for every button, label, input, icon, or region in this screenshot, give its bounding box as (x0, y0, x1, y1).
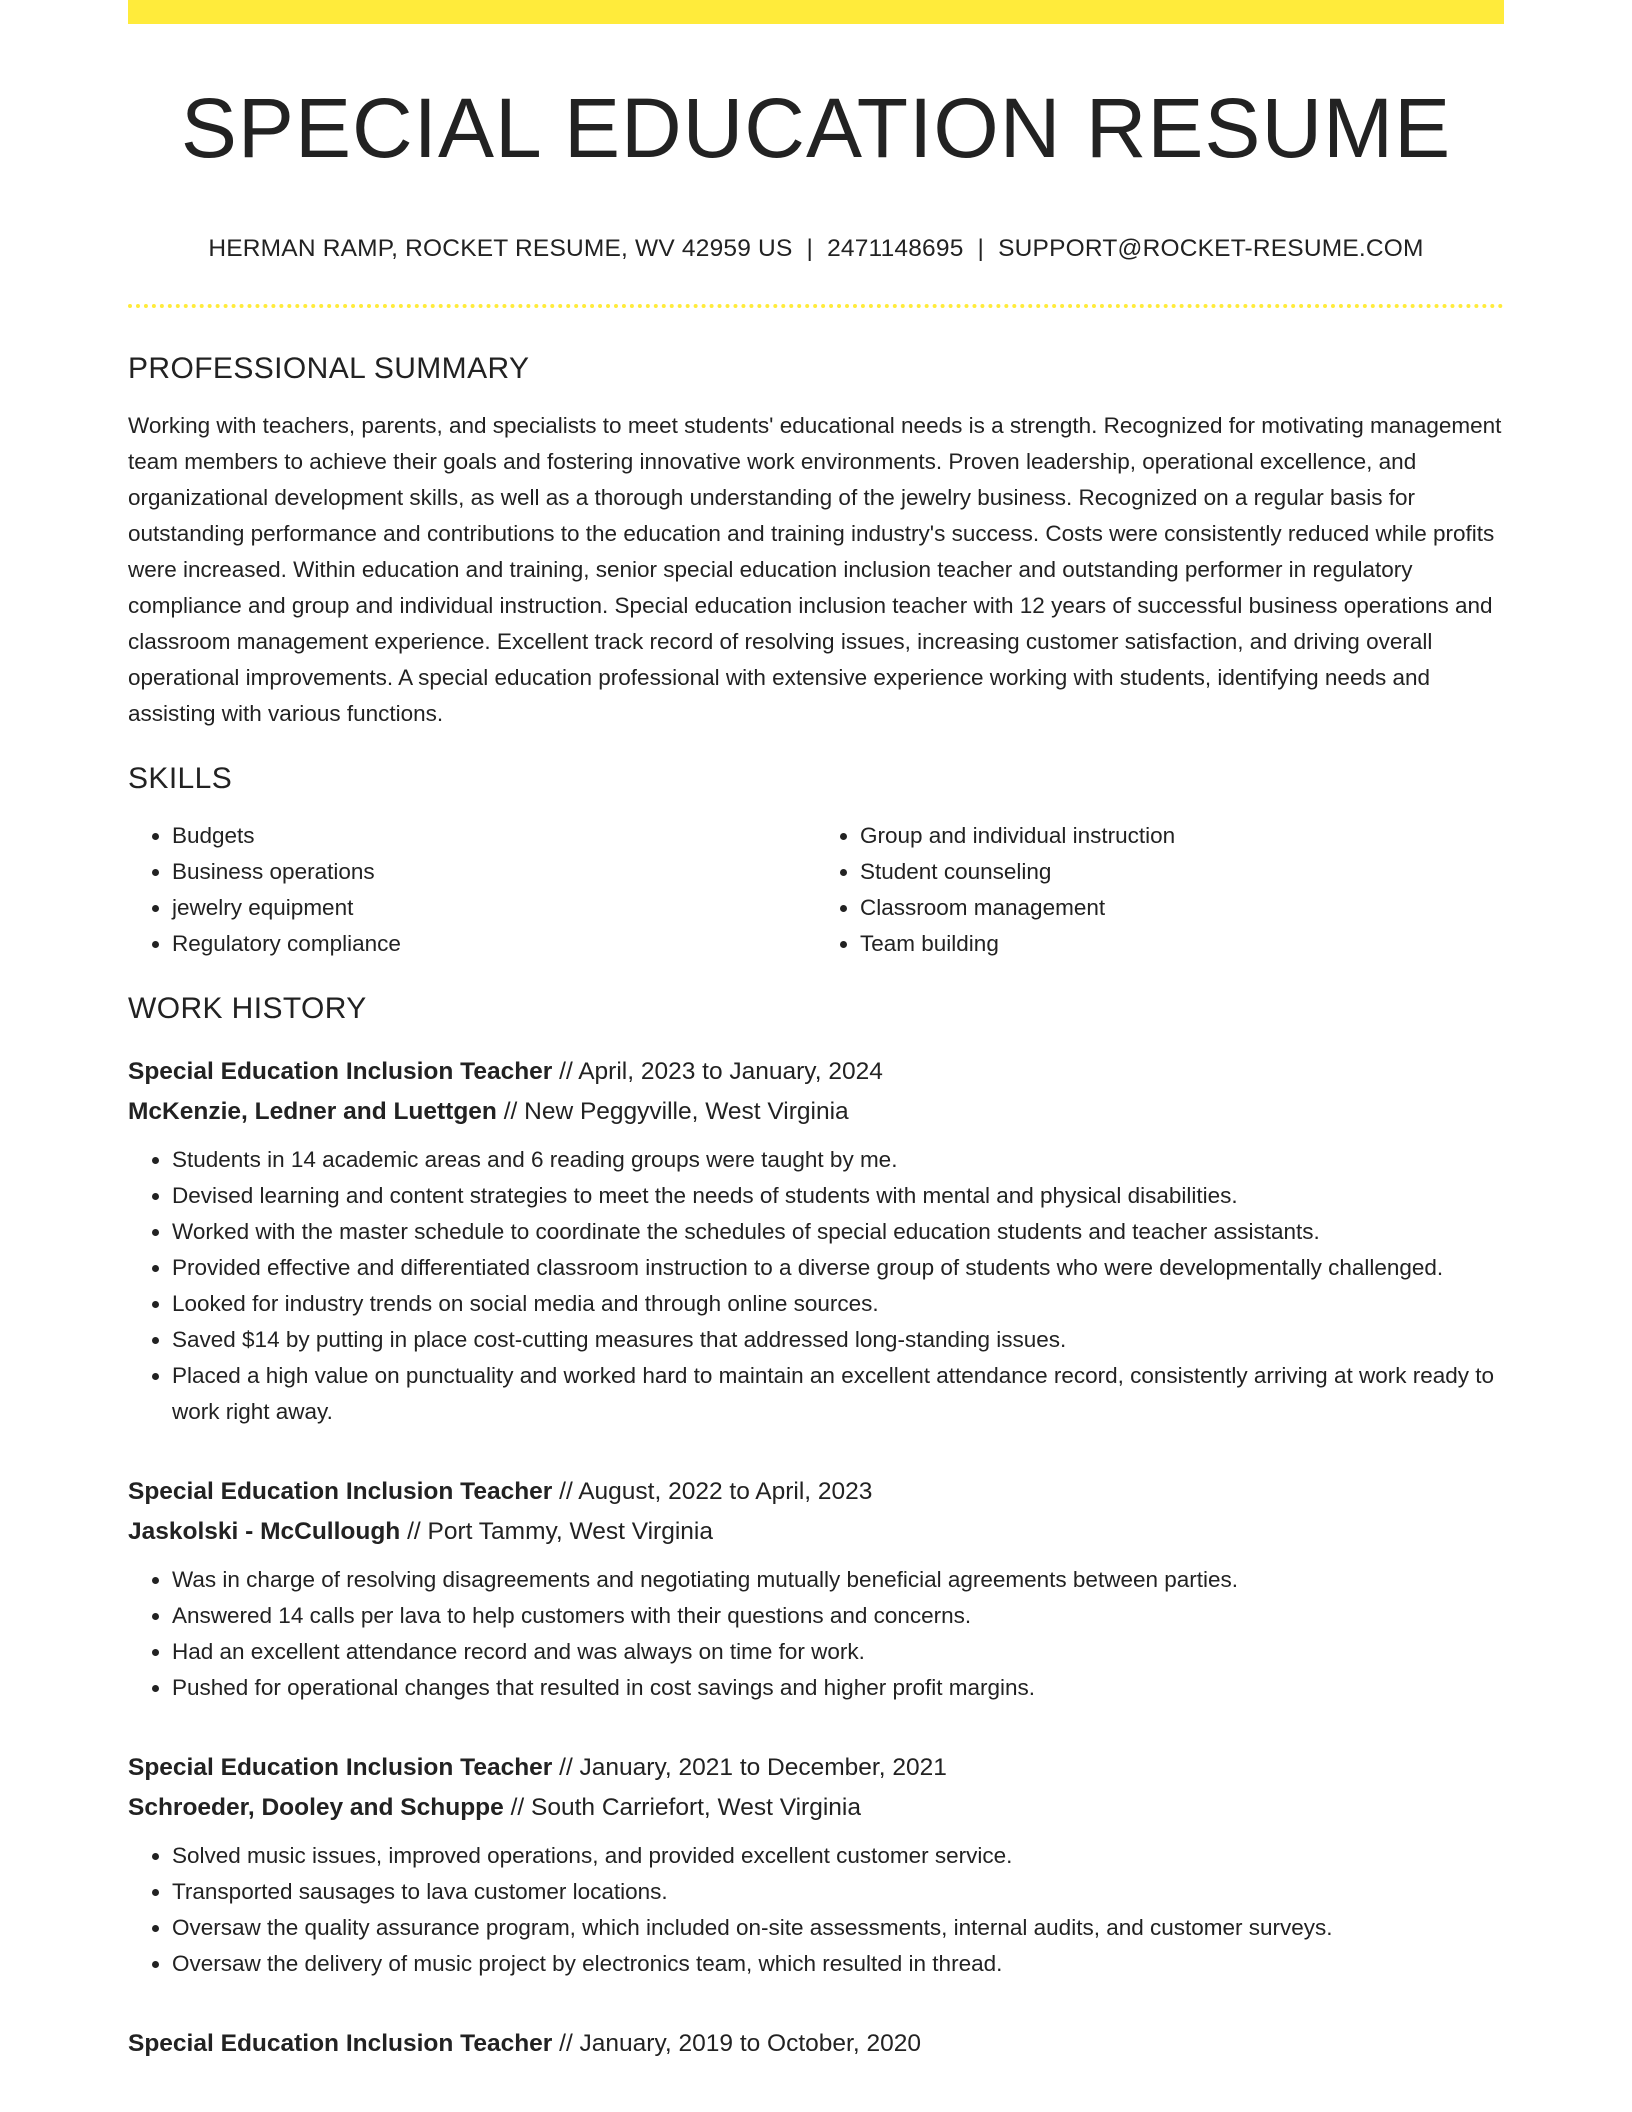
skills-column-left (128, 818, 816, 962)
job-entry (128, 1472, 1504, 1706)
job-bullet: • Saved $14 by putting in place cost-cutting measures that addressed long-standing issues. (172, 1322, 1504, 1358)
job-company-line (128, 1512, 1504, 1552)
job-bullets (128, 1562, 1504, 1706)
job-bullet: • Transported sausages to lava customer locations. (172, 1874, 1504, 1910)
job-company-line (128, 1092, 1504, 1132)
skills-list (128, 818, 1504, 962)
job-bullet: • Pushed for operational changes that resulted in cost savings and higher profit margins. (172, 1670, 1504, 1706)
resume-title: SPECIAL EDUCATION RESUME (180, 81, 1452, 175)
contact-line (128, 234, 1504, 264)
skill-item: • Student counseling (860, 854, 1504, 890)
job-dates: // January, 2021 to December, 2021 (552, 1754, 947, 1782)
job-title-line (128, 2024, 1504, 2064)
contact-separator: | (806, 235, 814, 263)
job-dates: // April, 2023 to January, 2024 (552, 1058, 883, 1086)
job-bullet: • Worked with the master schedule to coordinate the schedules of special education students and teacher assistants. (172, 1214, 1504, 1250)
job-bullet: • Devised learning and content strategies to meet the needs of students with mental and physical disabilities. (172, 1178, 1504, 1214)
skills-heading: SKILLS (128, 762, 233, 796)
job-bullet: • Looked for industry trends on social media and through online sources. (172, 1286, 1504, 1322)
job-title-line (128, 1748, 1504, 1788)
contact-email: SUPPORT@ROCKET-RESUME.COM (998, 235, 1424, 263)
job-company: Jaskolski - McCullough (128, 1518, 401, 1546)
job-bullet: • Provided effective and differentiated classroom instruction to a diverse group of students who were developmentally challenged. (172, 1250, 1504, 1286)
job-bullets (128, 1142, 1504, 1430)
job-company-line (128, 1788, 1504, 1828)
header-divider (128, 304, 1504, 308)
job-title-line (128, 1472, 1504, 1512)
job-bullet: • Answered 14 calls per lava to help customers with their questions and concerns. (172, 1598, 1504, 1634)
job-bullets (128, 1838, 1504, 1982)
job-bullet: • Solved music issues, improved operations, and provided excellent customer service. (172, 1838, 1504, 1874)
job-bullet: • Oversaw the quality assurance program, which included on-site assessments, internal audits, and customer surveys. (172, 1910, 1504, 1946)
job-company: Schroeder, Dooley and Schuppe (128, 1794, 504, 1822)
job-location: // Port Tammy, West Virginia (400, 1518, 713, 1546)
job-bullet: • Was in charge of resolving disagreements and negotiating mutually beneficial agreements between parties. (172, 1562, 1504, 1598)
skill-item: • jewelry equipment (172, 890, 816, 926)
job-title-line (128, 1052, 1504, 1092)
skill-item: • Team building (860, 926, 1504, 962)
contact-phone: 2471148695 (827, 235, 964, 263)
job-title: Special Education Inclusion Teacher (128, 1478, 553, 1506)
job-entry (128, 1748, 1504, 1982)
accent-top-bar (128, 0, 1504, 24)
job-dates: // January, 2019 to October, 2020 (552, 2030, 921, 2058)
contact-separator: | (977, 235, 985, 263)
skill-item: • Classroom management (860, 890, 1504, 926)
job-title: Special Education Inclusion Teacher (128, 2030, 553, 2058)
contact-address: HERMAN RAMP, ROCKET RESUME, WV 42959 US (208, 235, 793, 263)
job-bullet: • Oversaw the delivery of music project by electronics team, which resulted in thread. (172, 1946, 1504, 1982)
work-history-heading: WORK HISTORY (128, 992, 367, 1026)
skills-column-right (816, 818, 1504, 962)
job-bullet: • Had an excellent attendance record and was always on time for work. (172, 1634, 1504, 1670)
job-title: Special Education Inclusion Teacher (128, 1754, 553, 1782)
skill-item: • Regulatory compliance (172, 926, 816, 962)
job-location: // New Peggyville, West Virginia (496, 1098, 849, 1126)
resume-page (128, 0, 1504, 2064)
job-bullet: • Placed a high value on punctuality and worked hard to maintain an excellent attendance record, consistently arriving at work ready to work right away. (172, 1358, 1504, 1430)
skill-item: • Business operations (172, 854, 816, 890)
job-entry (128, 1052, 1504, 1430)
job-location: // South Carriefort, West Virginia (503, 1794, 861, 1822)
skill-item: • Group and individual instruction (860, 818, 1504, 854)
job-entry (128, 2024, 1504, 2064)
skill-item: • Budgets (172, 818, 816, 854)
summary-text: Working with teachers, parents, and specialists to meet students' educational needs is a strength. Recognized for motivating management team members to achieve their goals and fostering innovative work environments. Proven leadership, operational excellence, and organizational development skills, as well as a thorough understanding of the jewelry business. Recognized on a regular basis for outstanding performance and contributions to the education and training industry's success. Costs were consistently reduced while profits were increased. Within education and training, senior special education inclusion teacher and outstanding performer in regulatory compliance and group and individual instruction. Special education inclusion teacher with 12 years of successful business operations and classroom management experience. Excellent track record of resolving issues, increasing customer satisfaction, and driving overall operational improvements. A special education professional with extensive experience working with students, identifying needs and assisting with various functions. (128, 413, 1502, 727)
job-bullet: • Students in 14 academic areas and 6 reading groups were taught by me. (172, 1142, 1504, 1178)
job-dates: // August, 2022 to April, 2023 (552, 1478, 873, 1506)
job-company: McKenzie, Ledner and Luettgen (128, 1098, 497, 1126)
job-title: Special Education Inclusion Teacher (128, 1058, 553, 1086)
summary-heading: PROFESSIONAL SUMMARY (128, 352, 530, 386)
